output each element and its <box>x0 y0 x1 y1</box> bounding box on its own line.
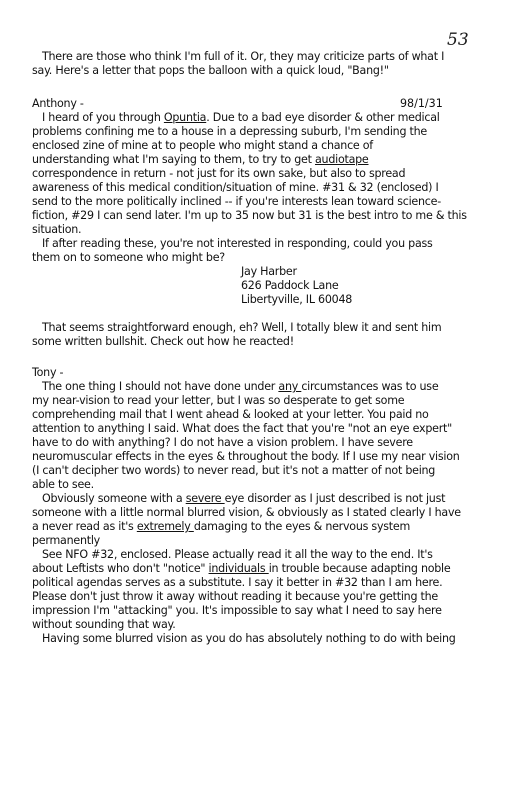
underlined-text: extremely <box>136 520 194 533</box>
text-line <box>42 111 440 125</box>
text-span: damaging to the eyes & nervous system <box>193 520 411 533</box>
text-line: some written bullshit. Check out how he reacted! <box>32 335 294 348</box>
text-span: understanding what I'm saying to them, to try to get <box>32 153 315 166</box>
text-line <box>42 380 438 394</box>
signature-address: 626 Paddock Lane <box>241 279 339 292</box>
text-line: awareness of this medical condition/situation of mine. #31 & 32 (enclosed) I <box>32 181 439 194</box>
underlined-text: any <box>278 380 302 393</box>
letter-date: 98/1/31 <box>400 97 443 110</box>
text-span: circumstances was to use <box>301 380 439 393</box>
text-line <box>42 492 445 506</box>
text-line: That seems straightforward enough, eh? Well, I totally blew it and sent him <box>42 321 442 334</box>
text-line: Please don't just throw it away without reading it because you're getting the <box>32 590 438 603</box>
text-line: enclosed zine of mine at to people who might stand a chance of <box>32 139 373 152</box>
text-line: attention to anything I said. What does the fact that you're "not an eye expert" <box>32 422 452 435</box>
salutation: Anthony - <box>32 97 84 110</box>
text-line: problems confining me to a house in a depressing suburb, I'm sending the <box>32 125 427 138</box>
signature-name: Jay Harber <box>241 265 297 278</box>
text-span: in trouble because adapting noble <box>268 562 451 575</box>
text-line: See NFO #32, enclosed. Please actually read it all the way to the end. It's <box>42 548 433 561</box>
page-number: 53 <box>447 30 469 50</box>
text-line: situation. <box>32 223 82 236</box>
underlined-text: individuals <box>208 562 269 575</box>
underlined-text: audiotape <box>314 153 369 166</box>
text-line: comprehending mail that I went ahead & looked at your letter. You paid no <box>32 408 429 421</box>
text-line: send to the more politically inclined -- if you're interests lean toward science- <box>32 195 441 208</box>
text-line <box>32 520 410 534</box>
text-line: neuromuscular effects in the eyes & throughout the body. If I use my near vision <box>32 450 460 463</box>
text-line: have to do with anything? I do not have a vision problem. I have severe <box>32 436 413 449</box>
text-line: someone with a little normal blurred vision, & obviously as I stated clearly I have <box>32 506 461 519</box>
text-line: permanently <box>32 534 100 547</box>
underlined-text: Opuntia <box>163 111 207 124</box>
text-line: There are those who think I'm full of it. Or, they may criticize parts of what I <box>42 50 445 63</box>
text-line <box>32 153 369 167</box>
text-line: political agendas serves as a substitute. I say it better in #32 than I am here. <box>32 576 443 589</box>
text-span: about Leftists who don't "notice" <box>32 562 209 575</box>
text-line: correspondence in return - not just for its own sake, but also to spread <box>32 167 406 180</box>
text-span: a never read as it's <box>32 520 137 533</box>
text-line: able to see. <box>32 478 94 491</box>
text-line: impression I'm "attacking" you. It's impossible to say what I need to say here <box>32 604 442 617</box>
text-line: If after reading these, you're not interested in responding, could you pass <box>42 237 433 250</box>
signature-city: Libertyville, IL 60048 <box>241 293 353 306</box>
text-span: Obviously someone with a <box>42 492 186 505</box>
text-span: I heard of you through <box>42 111 164 124</box>
text-line: them on to someone who might be? <box>32 251 225 264</box>
text-line: fiction, #29 I can send later. I'm up to 35 now but 31 is the best intro to me & this <box>32 209 467 222</box>
text-line: Having some blurred vision as you do has absolutely nothing to do with being <box>42 632 456 645</box>
text-line: (I can't decipher two words) to never read, but it's not a matter of not being <box>32 464 436 477</box>
underlined-text: severe <box>185 492 225 505</box>
text-line: my near-vision to read your letter, but I was so desperate to get some <box>32 394 405 407</box>
text-span: . Due to a bad eye disorder & other medical <box>206 111 440 124</box>
text-line <box>32 562 450 576</box>
text-line: without sounding that way. <box>32 618 176 631</box>
salutation: Tony - <box>32 366 64 379</box>
text-line: say. Here's a letter that pops the balloon with a quick loud, "Bang!" <box>32 64 389 77</box>
text-span: The one thing I should not have done under <box>42 380 279 393</box>
text-span: eye disorder as I just described is not just <box>224 492 446 505</box>
